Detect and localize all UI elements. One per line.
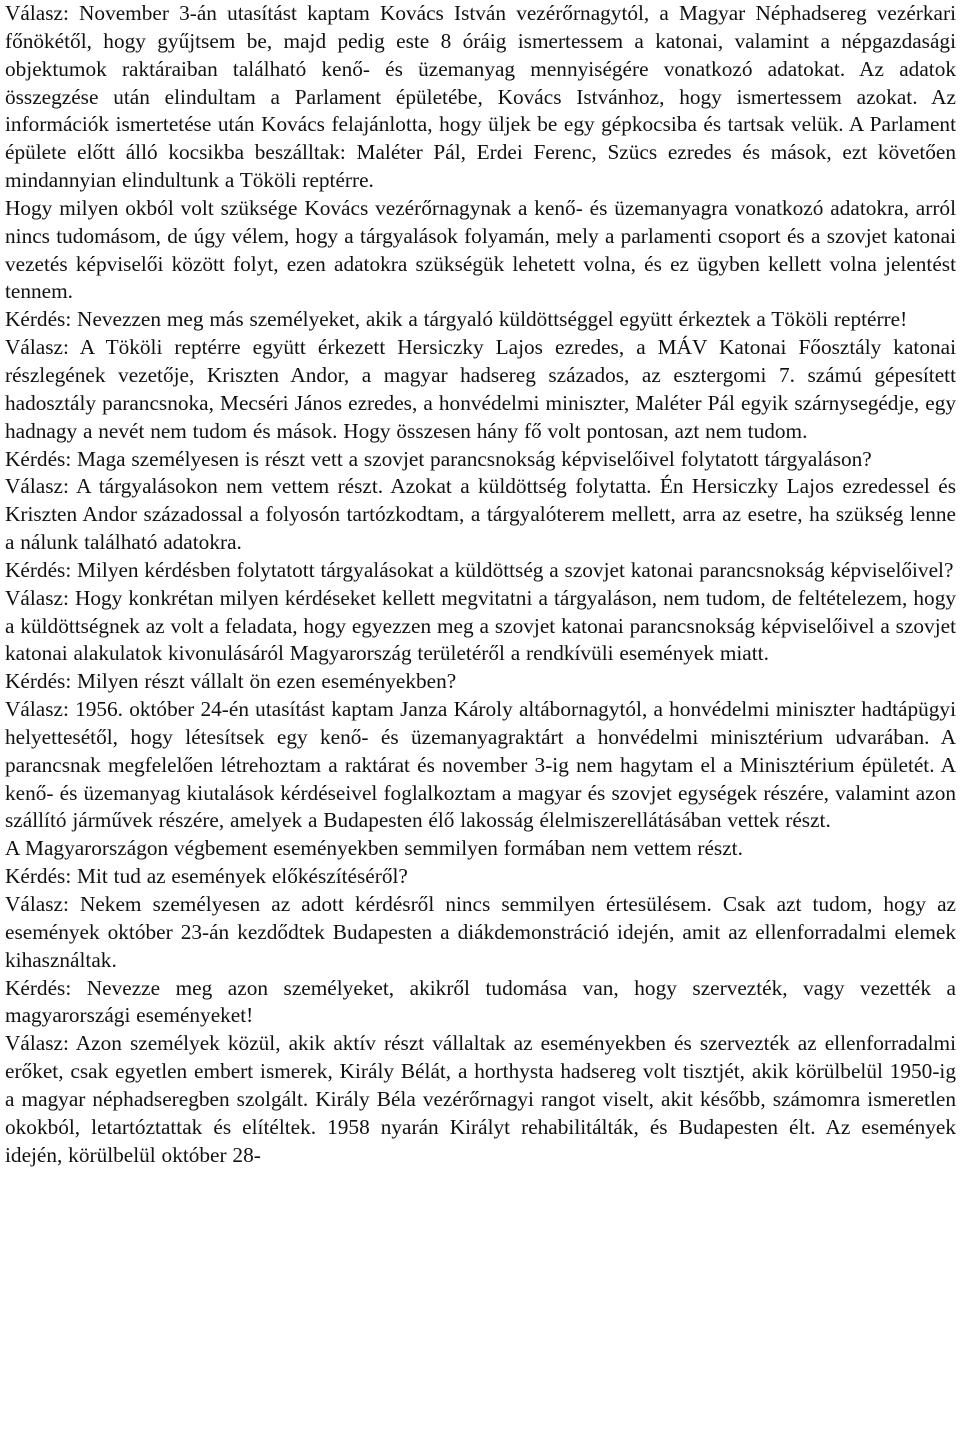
paragraph-continuation [5, 195, 956, 306]
paragraph-question [5, 975, 956, 1031]
paragraph-text: November 3-án utasítást kaptam Kovács István vezérőrnagytól, a Magyar Néphadsereg vezérkari főnökétől, hogy gyűjtsem be, majd pedig este 8 óráig ismertessem a katonai, valamint a népgazdasági objektumok raktáraiban található kenő- és üzemanyag mennyiségére vonatkozó adatokat. Az adatok összegzése után elindultam a Parlament épületébe, Kovács Istvánhoz, hogy ismertessem azokat. Az információk ismertetése után Kovács felajánlotta, hogy üljek be egy gépkocsiba és tartsak velük. A Parlament épülete előtt álló kocsikba beszálltak: Maléter Pál, Erdei Ferenc, Szücs ezredes és mások, ezt követően mindannyian elindultunk a Tököli reptérre. [5, 1, 956, 193]
paragraph-text: Milyen kérdésben folytatott tárgyalásokat a küldöttség a szovjet katonai parancsnokság képviselőivel? [71, 557, 954, 582]
paragraph-text: Mit tud az események előkészítéséről? [71, 864, 408, 889]
speaker-label: Kérdés: [5, 864, 72, 889]
speaker-label: Válasz: [5, 474, 69, 499]
paragraph-text: Nevezze meg azon személyeket, akikről tudomása van, hogy szervezték, vagy vezették a magyarországi eseményeket! [5, 975, 956, 1028]
paragraph-answer [5, 334, 956, 445]
paragraph-text: Maga személyesen is részt vett a szovjet parancsnokság képviselőivel folytatott tárgyaláson? [71, 446, 872, 471]
paragraph-question [5, 668, 956, 696]
speaker-label: Válasz: [5, 1, 69, 25]
paragraph-text: Hogy milyen okból volt szüksége Kovács vezérőrnagynak a kenő- és üzemanyagra vonatkozó adatokra, arról nincs tudomásom, de úgy vélem, hogy a tárgyalások folyamán, mely a parlamenti csoport és a szovjet katonai vezetés képviselői között folyt, ezen adatokra szükségük lehetett volna, és ez ügyben kellett volna jelentést tennem. [5, 195, 956, 304]
paragraph-text: A tárgyalásokon nem vettem részt. Azokat a küldöttség folytatta. Én Hersiczky Lajos ezredessel és Kriszten Andor századossal a folyosón tartózkodtam, a tárgyalóterem mellett, arra az esetre, ha szükség lenne a nálunk található adatokra. [5, 474, 956, 555]
speaker-label: Válasz: [5, 1031, 69, 1056]
paragraph-answer [5, 473, 956, 557]
speaker-label: Válasz: [5, 697, 69, 722]
paragraph-text: Hogy konkrétan milyen kérdéseket kellett megvitatni a tárgyaláson, nem tudom, de feltételezem, hogy a küldöttségnek az volt a feladata, hogy egyezzen meg a szovjet katonai parancsnokság képviselőivel a szovjet katonai alakulatok kivonulásáról Magyarország területéről a rendkívüli események miatt. [5, 585, 956, 666]
speaker-label: Válasz: [5, 335, 69, 360]
paragraph-text: A Magyarországon végbement eseményekben semmilyen formában nem vettem részt. [5, 836, 743, 861]
paragraph-text: 1956. október 24-én utasítást kaptam Janza Károly altábornagytól, a honvédelmi miniszter hadtápügyi helyettesétől, hogy létesítsek egy kenő- és üzemanyagraktárt a honvédelmi minisztérium udvarában. A parancsnak megfelelően létrehoztam a raktárat és november 3-ig nem hagytam el a Minisztérium épületét. A kenő- és üzemanyag kiutalások kérdéseivel foglalkoztam a magyar és szovjet egységek részére, valamint azon szállító járművek részére, amelyek a Budapesten élő lakosság élelmiszerellátásában vettek részt. [5, 697, 956, 833]
paragraph-answer [5, 891, 956, 975]
paragraph-text: Azon személyek közül, akik aktív részt vállaltak az eseményekben és szervezték az ellenforradalmi erőket, csak egyetlen embert ismerek, Király Bélát, a horthysta hadsereg volt tisztjét, akik körülbelül 1950-ig a magyar néphadseregben szolgált. Király Béla vezérőrnagyi rangot viselt, akit később, számomra ismeretlen okokból, letartóztattak és elítéltek. 1958 nyarán Királyt rehabilitálták, és Budapesten élt. Az események idején, körülbelül október 28- [5, 1031, 956, 1167]
paragraph-continuation [5, 835, 956, 863]
paragraph-text: A Tököli reptérre együtt érkezett Hersiczky Lajos ezredes, a MÁV Katonai Főosztály katonai részlegének vezetője, Kriszten Andor, a magyar hadsereg százados, az esztergomi 7. számú gépesített hadosztály parancsnoka, Mecséri János ezredes, a honvédelmi miniszter, Maléter Pál egyik szárnysegédje, egy hadnagy a nevét nem tudom és mások. Hogy összesen hány fő volt pontosan, azt nem tudom. [5, 335, 956, 443]
paragraph-text: Nekem személyesen az adott kérdésről nincs semmilyen értesülésem. Csak azt tudom, hogy az események október 23-án kezdődtek Budapesten a diákdemonstráció idején, amit az ellenforradalmi elemek kihasználtak. [5, 892, 956, 972]
paragraph-question [5, 863, 956, 891]
paragraph-question [5, 557, 956, 585]
paragraph-answer [5, 585, 956, 669]
speaker-label: Kérdés: [5, 307, 72, 332]
speaker-label: Válasz: [5, 892, 69, 916]
speaker-label: Válasz: [5, 585, 69, 610]
paragraph-question [5, 306, 956, 334]
speaker-label: Kérdés: [5, 669, 72, 694]
speaker-label: Kérdés: [5, 975, 72, 1000]
paragraph-question [5, 446, 956, 474]
speaker-label: Kérdés: [5, 557, 72, 582]
speaker-label: Kérdés: [5, 446, 72, 471]
paragraph-answer [5, 696, 956, 835]
paragraph-text: Nevezzen meg más személyeket, akik a tárgyaló küldöttséggel együtt érkeztek a Tököli reptérre! [71, 307, 908, 332]
paragraph-answer [5, 0, 956, 195]
paragraph-answer [5, 1030, 956, 1169]
paragraph-text: Milyen részt vállalt ön ezen eseményekben? [71, 669, 457, 694]
